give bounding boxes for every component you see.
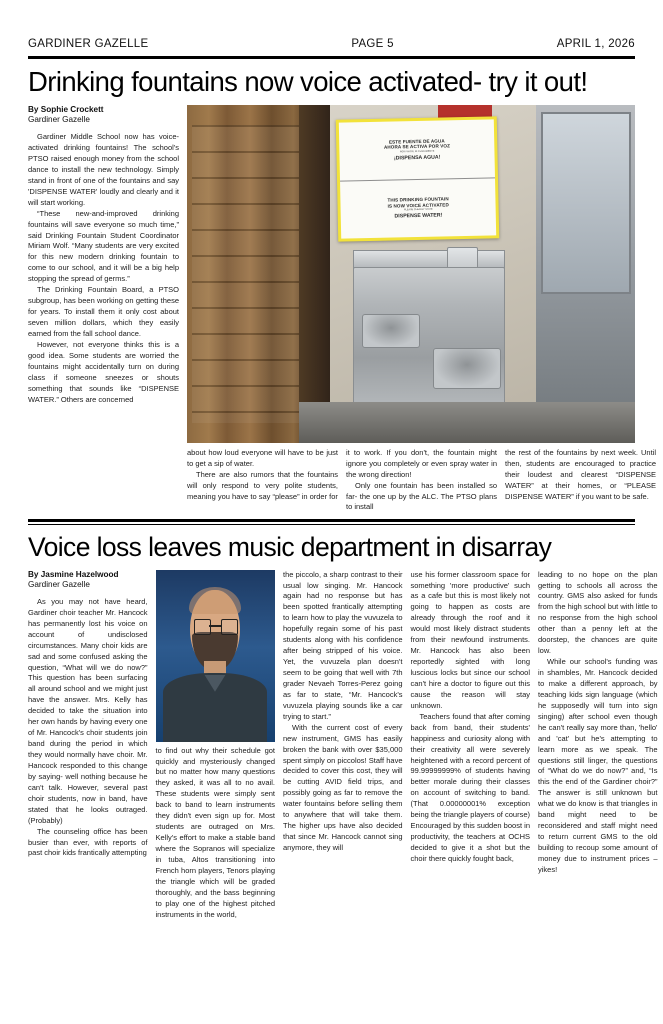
masthead-date: APRIL 1, 2026 <box>556 38 635 50</box>
article-2-headline: Voice loss leaves music department in disarray <box>28 531 552 562</box>
masthead <box>28 0 635 50</box>
photo-bilingual-sign <box>336 117 500 242</box>
article-2-column-4 <box>411 570 531 921</box>
portrait-glasses-right-lens <box>221 619 238 635</box>
masthead-page-number: PAGE 5 <box>351 38 394 50</box>
article-1-byline-source: Gardiner Gazelle <box>28 115 90 125</box>
article-2-col-3-text <box>283 570 403 854</box>
paragraph: leading to no hope on the plan getting to schools all across the country. GMS also asked for funds from the high school but with little to no response from the high school other than a penny left at the doorstep, the chances are quite low. <box>538 569 658 656</box>
sign-english-small-text: PLEASE CLEARLY STATE <box>403 208 433 213</box>
article-2-portrait-photo <box>156 570 275 742</box>
paragraph: the rest of the fountains by next week. Until then, students are encouraged to practice their loudest and clearest “DISPENSE WATER” at their homes, or “PLEASE DISPENSE WATER” if you want to be safe. <box>505 447 656 501</box>
paragraph: it to work. If you don't, the fountain might ignore you completely or even spray water in the wrong direction! <box>346 447 497 479</box>
article-divider-rule-thin <box>28 524 635 525</box>
paragraph: The counseling office has been busier than ever, with reports of past choir kids frantically attempting <box>28 826 148 858</box>
paragraph: the piccolo, a sharp contrast to their usual low singing. Mr. Hancock again had no response but has been spotted frantically attempting to learn how to play the vuvuzela to hopefully regain some of his past students along with his confidence after being stripped of his voice. Yet, the vuvuzela plan doesn't seem to be going that well with 7th grader Nevaeh Torres-Perez going as far to state, “Mr. Hancock's vuvuzela playing sounds like a car trying to start.” <box>283 569 403 721</box>
paragraph: “These new-and-improved drinking fountains will save everyone so much time,” said Drinking Fountain Student Coordinator Miriam Wolf. “Many students are very excited for this new modern drinking fountain to come to our school, and it will be a big help stopping the spread of germs.” <box>28 208 179 284</box>
article-divider-rule <box>28 519 635 522</box>
masthead-rule <box>28 56 635 59</box>
sign-spanish-line-2: AHORA SE ACTIVA POR VOZ <box>383 143 451 151</box>
paragraph: use his former classroom space for something 'more productive' such as a cafe but this is most likely not going to happen as costs are already through the roof and it would most likely distract students from their newfound instruments. Mr. Hancock has also been reportedly sighted with long luscious locks but since our school can't hire a doctor to figure out this cause the reason will stay unknown. <box>410 569 530 710</box>
paragraph: While our school's funding was in shambles, Mr. Hancock decided to make a different approach, by teaching kids sign language (which he supposedly will turn into sign singing) after school even though he can't really say more than, 'hello' and 'cat' but he's attempting to learn more as we speak. The questions still linger, the questions of “What do we do now?” and, “Is this the end of the Gardiner choir?” The answer is still unknown but what we do know is that triangles in band might need to be reconsidered and staff might need to return current GMS to the old building to recoup some amount of money due to instrument prices – yikes! <box>538 657 658 874</box>
article-2-column-3 <box>283 570 403 921</box>
photo-lockers <box>187 105 308 443</box>
article-voice-loss <box>28 531 658 921</box>
article-1-photo <box>187 105 635 443</box>
portrait-glasses-bridge <box>209 625 221 626</box>
article-drinking-fountains <box>28 66 656 513</box>
paragraph: about how loud everyone will have to be just to get a sip of water. <box>187 447 338 468</box>
photo-window <box>541 112 631 295</box>
sign-spanish-small-text: POR FAVOR, DI CLARAMENTE <box>399 150 435 154</box>
paragraph: Teachers found that after coming back from band, their students' happiness and curiosity along with their creativity all were severely heightened with a record percent of 99.99999999% of students having better morale during their classes on account of switching to band. (That 0.00000001% exception being the triangle players of course) Encouraged by this sudden boost in productivity, the teachers at OCHS decided to give it a shot but the choir there quickly fought back, <box>410 711 530 863</box>
sign-spanish-half <box>339 120 495 181</box>
paragraph: With the current cost of every new instrument, GMS has easily broken the bank with over $35,000 spent simply on piccolos! Staff have decided to cover this cost, they will be cutting AVID field trips, and possibly going as far to remove the water fountains before selling them to anywhere that will take them. The higher ups have also decided that since Mr. Hancock cannot sing anymore, they will <box>283 722 403 853</box>
portrait-glasses-left-lens <box>194 619 211 635</box>
sign-spanish-command: ¡DISPENSA AGUA! <box>394 154 441 162</box>
article-1-column-1 <box>28 105 179 443</box>
article-1-byline: By Sophie Crockett <box>28 104 104 114</box>
paragraph: However, not everyone thinks this is a good idea. Some students are worried the fountains might accidentally turn on during class if someone sneezes or shouts something that sounds like “DISPENSE WATER.” Others are concerned <box>28 339 179 404</box>
article-2-column-2 <box>156 570 276 921</box>
article-1-col-4-text <box>505 448 656 514</box>
article-1-headline: Drinking fountains now voice activated- try it out! <box>28 66 588 97</box>
article-2-col-4-text <box>411 570 531 865</box>
article-1-column-1-cont <box>28 448 179 514</box>
article-2-column-1 <box>28 570 148 921</box>
sign-english-half <box>340 178 496 239</box>
paragraph: to find out why their schedule got quickly and mysteriously changed but no matter how many questions they asked, it was all to no avail. These students were simply sent back to band to learn instruments they didn't even sign up for. Most students are outraged on Mrs. Kelly's effort to make a stable band where the Sopranos will specialize in tuba, Altos transitioning into French horn players, Tenors playing the triangle which will be graded thoroughly, and the bass beginning to play one of the highest pitched instruments in the world, <box>155 745 275 919</box>
paragraph: Only one fountain has been installed so far- the one up by the ALC. The PTSO plans to install <box>346 480 497 512</box>
masthead-publication: GARDINER GAZELLE <box>28 38 149 50</box>
sign-spanish-line-1: ESTE FUENTE DE AGUA <box>388 138 445 145</box>
sign-english-line-1: THIS DRINKING FOUNTAIN <box>387 196 449 203</box>
article-1-col-1-text <box>28 132 179 405</box>
paragraph: There are also rumors that the fountains will only respond to very polite students, meaning you have to say “please” in order for <box>187 469 338 501</box>
photo-floor <box>299 402 635 443</box>
article-1-col-3-text <box>346 448 497 514</box>
paragraph: The Drinking Fountain Board, a PTSO subgroup, has been working on getting these for years. To install them it only cost about seven million dollars, which they easily earned from the fall school dance. <box>28 285 179 338</box>
article-2-col-2-text <box>156 746 276 921</box>
sign-english-line-2: IS NOW VOICE ACTIVATED <box>387 202 449 209</box>
article-2-column-5 <box>538 570 658 921</box>
article-1-col-2-text <box>187 448 338 514</box>
paragraph: Gardiner Middle School now has voice-activated drinking fountains! The school's PTSO raised enough money from the school dance to install the new technology. Simply stand in front of one of the fountains and say 'DISPENSE WATER' loudly and clearly and it will start working. <box>28 132 179 207</box>
photo-fountain-basin-lower <box>433 348 500 389</box>
portrait-hairline <box>189 587 241 615</box>
article-2-col-5-text <box>538 570 658 876</box>
article-2-col-1-text <box>28 597 148 860</box>
article-2-byline-source: Gardiner Gazelle <box>28 580 90 590</box>
paragraph: As you may not have heard, Gardiner choir teacher Mr. Hancock has permanently lost his voice on account of undisclosed circumstances. Many choir kids are sad and some confused asking the question, “What will we do now?” This question has been surfacing all around school and we might just have the answer. Mrs. Kelly has decided to take the situation into her own hands by having every one of Mr. Hancock's choir students join band during the period in which they would normally have choir. Mr. Hancock responded to this change by saying- well nothing because he can't talk. However, several past choir students, now in band, have stated that he looks outraged. (Probably) <box>28 596 148 825</box>
photo-fountain-basin-upper <box>362 314 420 348</box>
sign-english-command: DISPENSE WATER! <box>394 213 443 221</box>
article-2-byline: By Jasmine Hazelwood <box>28 569 119 579</box>
